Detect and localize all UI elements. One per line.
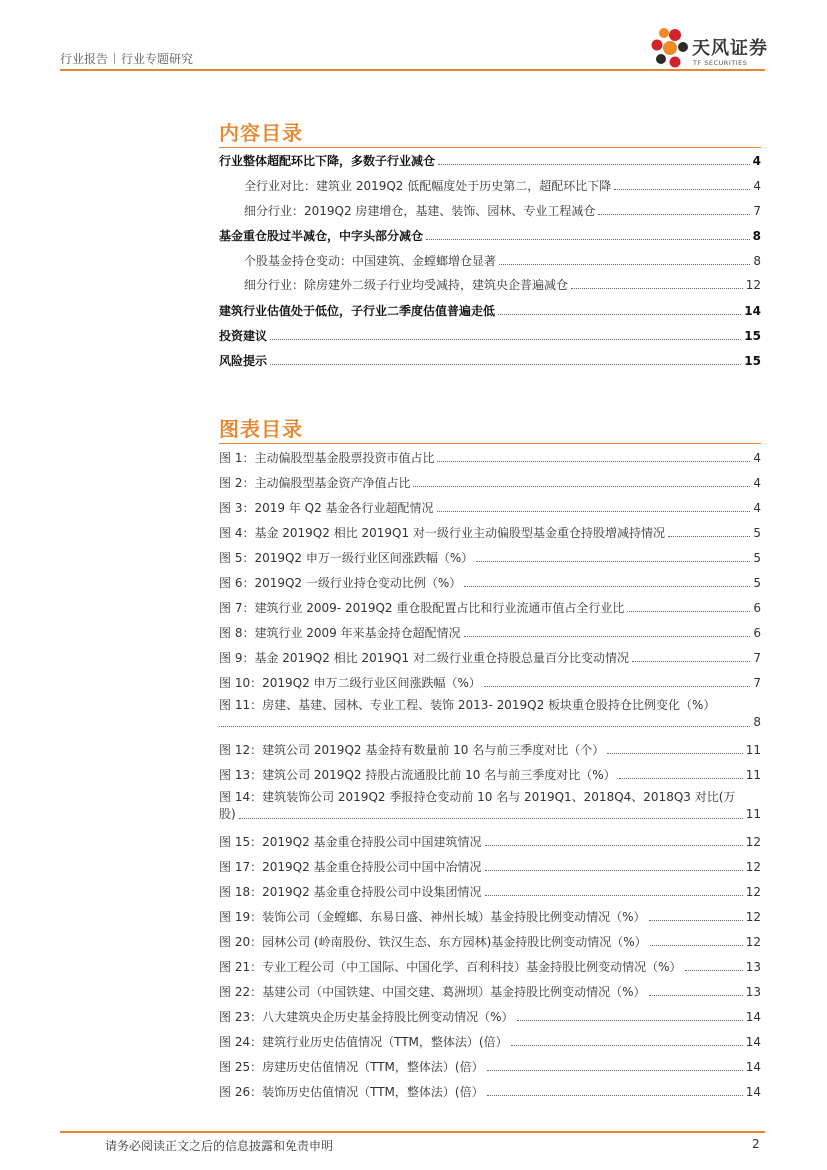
figure-item-label: 图 23：八大建筑央企历史基金持股比例变动情况（%） — [219, 1010, 514, 1024]
toc-item[interactable] — [219, 251, 761, 269]
figure-item-label: 图 24：建筑行业历史估值情况（TTM，整体法）(倍） — [219, 1035, 508, 1049]
toc-item[interactable] — [219, 275, 761, 293]
header-breadcrumb — [60, 50, 193, 67]
toc-leader — [270, 339, 741, 340]
figure-leader — [517, 1020, 743, 1021]
figure-item-page: 12 — [745, 885, 761, 899]
toc-item[interactable] — [219, 151, 761, 169]
toc-item[interactable] — [219, 201, 761, 219]
logo-name-cn: 天风证券 — [692, 38, 768, 59]
figure-item-label: 图 26：装饰历史估值情况（TTM，整体法）(倍） — [219, 1085, 484, 1099]
toc-item[interactable] — [219, 326, 761, 344]
figure-item-label: 图 6：2019Q2 一级行业持仓变动比例（%） — [219, 576, 462, 590]
toc-item[interactable] — [219, 301, 761, 319]
figure-item-page: 11 — [745, 807, 761, 821]
figure-leader — [685, 970, 743, 971]
figure-leader — [511, 1045, 743, 1046]
toc-item-label: 个股基金持仓变动：中国建筑、金螳螂增仓显著 — [244, 254, 497, 268]
toc-leader — [598, 214, 750, 215]
figure-item-page: 7 — [753, 651, 761, 665]
figure-leader — [607, 753, 742, 754]
company-logo — [650, 26, 770, 72]
figure-item-page: 4 — [753, 476, 761, 490]
toc-item-page: 8 — [752, 229, 761, 243]
toc-item-label: 风险提示 — [219, 354, 268, 368]
toc-item-page: 4 — [753, 179, 761, 193]
header-report-subtype: 行业专题研究 — [121, 52, 194, 66]
figure-item-label: 图 8：建筑行业 2009 年来基金持仓超配情况 — [219, 626, 461, 640]
toc-item-page: 7 — [753, 204, 761, 218]
figure-item-label: 图 20：园林公司 (岭南股份、铁汉生态、东方园林)基金持股比例变动情况（%） — [219, 935, 647, 949]
figure-item[interactable] — [219, 697, 761, 731]
figure-item-label: 图 15：2019Q2 基金重仓持股公司中国建筑情况 — [219, 835, 482, 849]
figure-item-page: 5 — [753, 576, 761, 590]
toc-item-page: 15 — [744, 329, 761, 343]
toc-item-page: 15 — [744, 354, 761, 368]
figure-item-page: 8 — [753, 715, 761, 729]
footer-rule — [60, 1131, 765, 1133]
figure-item[interactable] — [219, 982, 761, 1000]
figure-item-label: 图 10：2019Q2 申万二级行业区间涨跌幅（%） — [219, 676, 481, 690]
toc-item-label: 基金重仓股过半减仓，中字头部分减仓 — [219, 229, 424, 243]
figure-item-page: 14 — [745, 1085, 761, 1099]
toc-leader — [426, 239, 750, 240]
toc-leader — [571, 288, 743, 289]
figure-item[interactable] — [219, 1057, 761, 1075]
figure-item-label: 图 3：2019 年 Q2 基金各行业超配情况 — [219, 501, 434, 515]
figure-leader — [619, 778, 743, 779]
figure-leader — [649, 995, 743, 996]
figure-leader — [487, 1070, 743, 1071]
figure-item[interactable] — [219, 523, 761, 541]
figure-leader — [650, 945, 743, 946]
figure-item-page: 5 — [753, 526, 761, 540]
figure-leader — [485, 845, 743, 846]
toc-item-page: 12 — [745, 278, 761, 292]
header-separator — [114, 53, 115, 64]
figure-item-page: 6 — [753, 626, 761, 640]
figures-title-rule — [219, 443, 761, 444]
figure-leader — [476, 561, 750, 562]
figure-item-page: 11 — [745, 768, 761, 782]
figure-item-page: 12 — [745, 910, 761, 924]
figure-item-label: 图 17：2019Q2 基金重仓持股公司中国中冶情况 — [219, 860, 482, 874]
toc-title-rule — [219, 147, 761, 148]
logo-mark-icon — [650, 26, 692, 72]
figure-item[interactable] — [219, 907, 761, 925]
toc-item-page: 4 — [752, 154, 761, 168]
toc-item-page: 14 — [744, 304, 761, 318]
figure-leader — [627, 611, 750, 612]
toc-leader — [438, 164, 750, 165]
figure-item-page: 12 — [745, 835, 761, 849]
figure-item[interactable] — [219, 1007, 761, 1025]
figure-item-label: 图 14：建筑装饰公司 2019Q2 季报持仓变动前 10 名与 2019Q1、2018Q4、2018Q3 对比(万 — [219, 790, 736, 804]
footer-disclaimer: 请务必阅读正文之后的信息披露和免责申明 — [105, 1139, 334, 1153]
figure-item[interactable] — [219, 598, 761, 616]
figure-item-label: 图 25：房建历史估值情况（TTM，整体法）(倍） — [219, 1060, 484, 1074]
figure-item-page: 7 — [753, 676, 761, 690]
figure-leader — [632, 661, 750, 662]
figure-item-label: 图 7：建筑行业 2009- 2019Q2 重仓股配置占比和行业流通市值占全行业比 — [219, 601, 625, 615]
figure-item-label: 图 13：建筑公司 2019Q2 持股占流通股比前 10 名与前三季度对比（%） — [219, 768, 616, 782]
figure-item-page: 11 — [745, 743, 761, 757]
figure-item-label: 图 19：装饰公司（金螳螂、东易日盛、神州长城）基金持股比例变动情况（%） — [219, 910, 646, 924]
figures-title: 图表目录 — [219, 417, 303, 441]
toc-item-label: 投资建议 — [219, 329, 268, 343]
figure-leader — [219, 726, 750, 727]
toc-leader — [270, 364, 741, 365]
figure-item-page: 6 — [753, 601, 761, 615]
figure-item[interactable] — [219, 648, 761, 666]
figure-item-label: 图 11：房建、基建、园林、专业工程、装饰 2013- 2019Q2 板块重仓股持仓比例变化（%） — [219, 698, 716, 712]
figure-item[interactable] — [219, 857, 761, 875]
toc-item-page: 8 — [753, 254, 761, 268]
figure-item-page: 4 — [753, 451, 761, 465]
figure-item[interactable] — [219, 740, 761, 758]
figure-leader — [239, 818, 743, 819]
figure-item-page: 14 — [745, 1060, 761, 1074]
figure-item-label: 图 12：建筑公司 2019Q2 基金持有数量前 10 名与前三季度对比（个） — [219, 743, 605, 757]
toc-leader — [499, 264, 750, 265]
figure-item-label-cont: 股) — [219, 807, 236, 821]
figure-item-label: 图 1：主动偏股型基金股票投资市值占比 — [219, 451, 435, 465]
figure-leader — [485, 895, 743, 896]
figure-leader — [464, 586, 750, 587]
figure-item-page: 12 — [745, 935, 761, 949]
toc-item[interactable] — [219, 226, 761, 244]
figure-item[interactable] — [219, 573, 761, 591]
figure-item[interactable] — [219, 498, 761, 516]
figure-leader — [485, 870, 743, 871]
toc-leader — [498, 314, 741, 315]
figure-item[interactable] — [219, 548, 761, 566]
figure-item[interactable] — [219, 448, 761, 466]
figure-leader — [668, 536, 750, 537]
figure-item-page: 14 — [745, 1010, 761, 1024]
figure-item-label: 图 18：2019Q2 基金重仓持股公司中设集团情况 — [219, 885, 482, 899]
logo-name-en: TF SECURITIES — [693, 59, 748, 67]
figure-leader — [437, 461, 750, 462]
figure-item[interactable] — [219, 473, 761, 491]
figure-leader — [413, 486, 750, 487]
figure-item-page: 5 — [753, 551, 761, 565]
figure-item[interactable] — [219, 1032, 761, 1050]
figure-leader — [464, 636, 751, 637]
figure-item-label: 图 22：基建公司（中国铁建、中国交建、葛洲坝）基金持股比例变动情况（%） — [219, 985, 646, 999]
toc-item-label: 全行业对比：建筑业 2019Q2 低配幅度处于历史第二，超配环比下降 — [244, 179, 612, 193]
header-report-type: 行业报告 — [60, 52, 109, 66]
figure-item-label: 图 4：基金 2019Q2 相比 2019Q1 对一级行业主动偏股型基金重仓持股增减持情况 — [219, 526, 665, 540]
figure-item[interactable] — [219, 673, 761, 691]
figure-item[interactable] — [219, 623, 761, 641]
figure-item[interactable] — [219, 932, 761, 950]
figure-item-page: 14 — [745, 1035, 761, 1049]
figure-leader — [437, 511, 751, 512]
figure-item-page: 13 — [745, 985, 761, 999]
figure-item-page: 4 — [753, 501, 761, 515]
figure-item-label: 图 21：专业工程公司（中工国际、中国化学、百利科技）基金持股比例变动情况（%） — [219, 960, 682, 974]
page-number: 2 — [752, 1137, 760, 1151]
figure-leader — [649, 920, 743, 921]
figure-item[interactable] — [219, 957, 761, 975]
figure-item-label: 图 2：主动偏股型基金资产净值占比 — [219, 476, 411, 490]
toc-item[interactable] — [219, 351, 761, 369]
toc-leader — [614, 189, 750, 190]
toc-title: 内容目录 — [219, 121, 303, 145]
toc-item-label: 建筑行业估值处于低位，子行业二季度估值普遍走低 — [219, 304, 496, 318]
figure-item[interactable] — [219, 882, 761, 900]
figure-item[interactable] — [219, 765, 761, 783]
toc-item-label: 细分行业：除房建外二级子行业均受减持，建筑央企普遍减仓 — [244, 278, 569, 292]
toc-item-label: 细分行业：2019Q2 房建增仓，基建、装饰、园林、专业工程减仓 — [244, 204, 596, 218]
toc-item[interactable] — [219, 176, 761, 194]
figure-item-page: 12 — [745, 860, 761, 874]
figure-item-label: 图 9：基金 2019Q2 相比 2019Q1 对二级行业重仓持股总量百分比变动情况 — [219, 651, 629, 665]
figure-item-page: 13 — [745, 960, 761, 974]
figure-item[interactable] — [219, 789, 761, 823]
figure-leader — [484, 686, 750, 687]
figure-item[interactable] — [219, 1082, 761, 1100]
figure-item[interactable] — [219, 832, 761, 850]
figure-item-label: 图 5：2019Q2 申万一级行业区间涨跌幅（%） — [219, 551, 474, 565]
figure-leader — [487, 1095, 743, 1096]
toc-item-label: 行业整体超配环比下降，多数子行业减仓 — [219, 154, 436, 168]
